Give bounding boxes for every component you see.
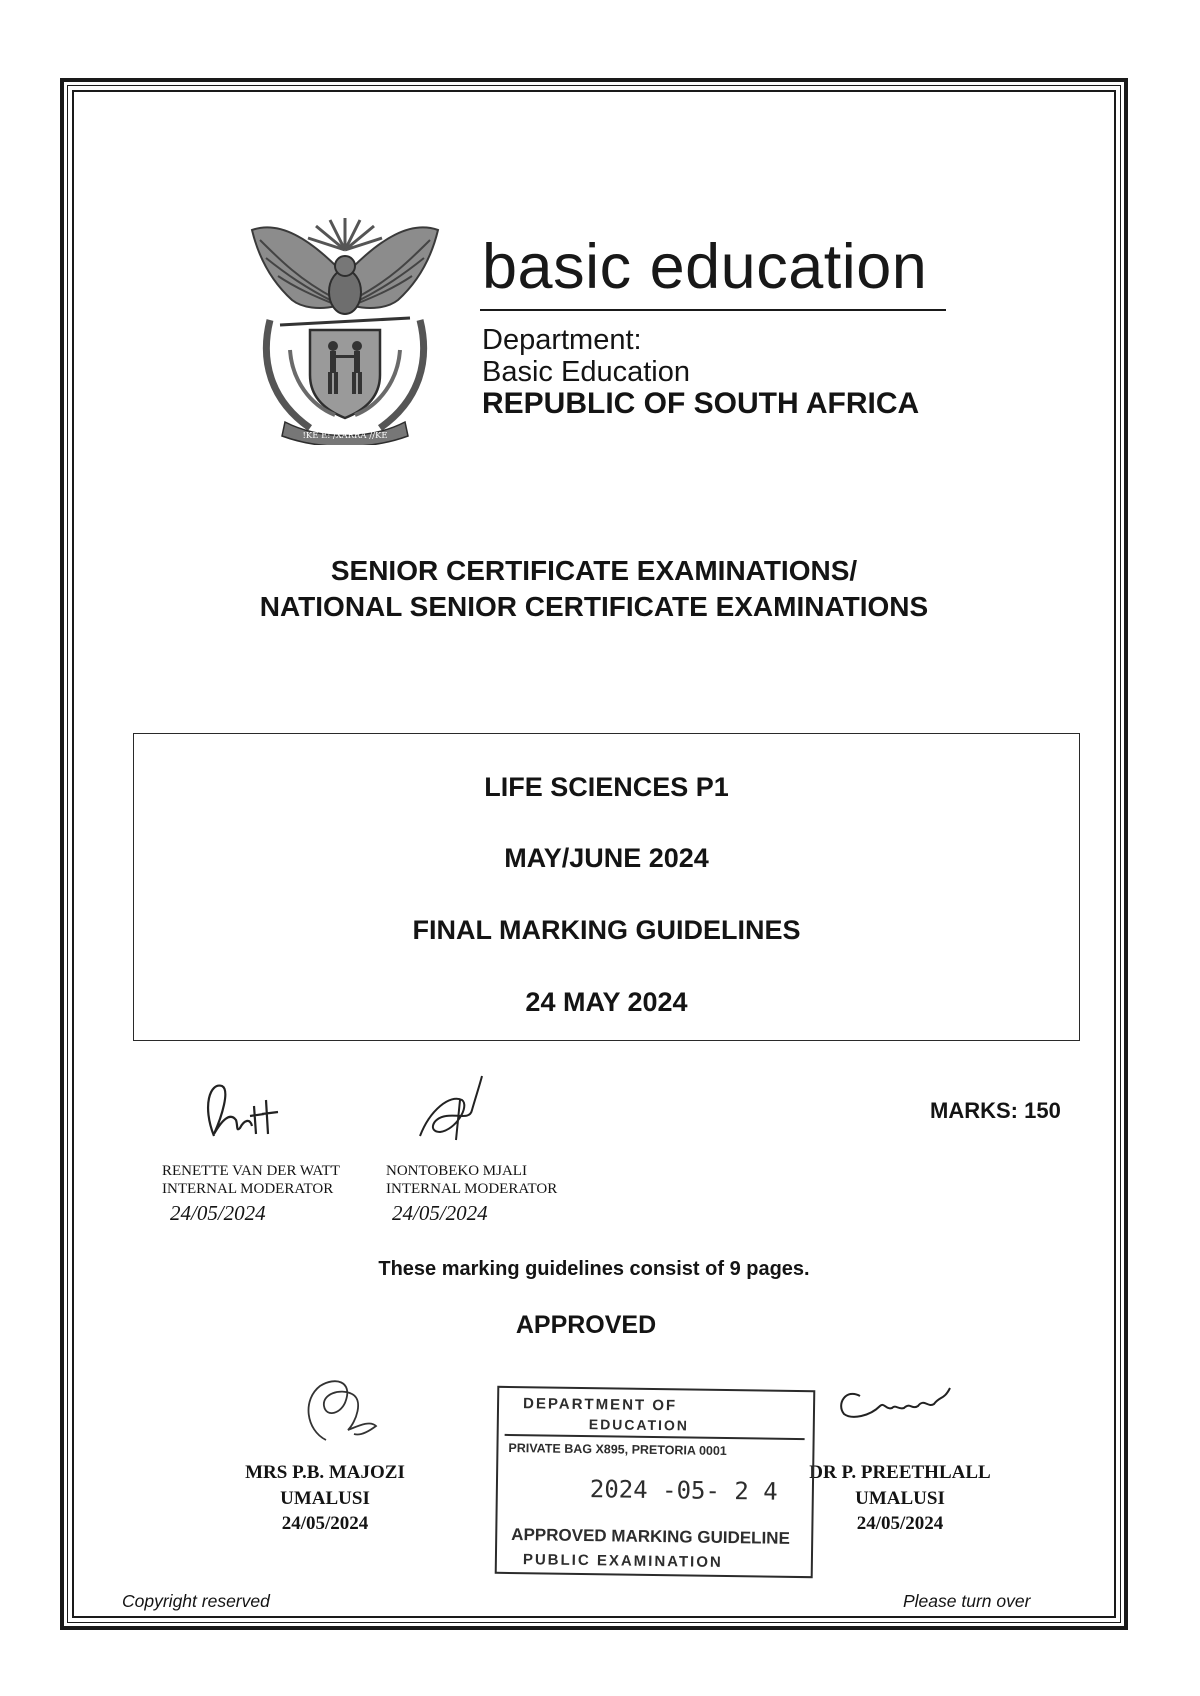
approver-2-block (790, 1460, 1010, 1537)
brand-underline (480, 309, 946, 311)
stamp-date: 2024 -05- 2 4 (589, 1475, 778, 1506)
moderator-1-signature (192, 1076, 292, 1142)
approver-1-signature (296, 1370, 386, 1450)
approver-1-block (230, 1460, 420, 1537)
approver-1-org: UMALUSI (280, 1487, 370, 1509)
approver-1-date: 24/05/2024 (281, 1513, 369, 1535)
total-marks: MARKS: 150 (930, 1098, 1061, 1123)
footer-turn-over: Please turn over (903, 1591, 1031, 1611)
page-count-note: These marking guidelines consist of 9 pages. (378, 1258, 810, 1280)
stamp-education: EDUCATION (588, 1416, 690, 1434)
moderator-2-role: INTERNAL MODERATOR (386, 1181, 558, 1197)
country-name: REPUBLIC OF SOUTH AFRICA (482, 387, 920, 420)
approver-2-date: 24/05/2024 (856, 1513, 944, 1535)
subject-title: LIFE SCIENCES P1 (484, 772, 729, 802)
brand-title: basic education (482, 232, 928, 302)
stamp-address: PRIVATE BAG X895, PRETORIA 0001 (508, 1440, 727, 1458)
approver-2-signature (830, 1378, 960, 1426)
exam-session: MAY/JUNE 2024 (504, 843, 709, 873)
approval-stamp (495, 1386, 816, 1578)
department-name: Basic Education (482, 356, 690, 388)
stamp-exam-text: PUBLIC EXAMINATION (522, 1551, 723, 1571)
stamp-divider (505, 1434, 805, 1440)
moderator-1-name: RENETTE VAN DER WATT (162, 1163, 340, 1179)
document-type: FINAL MARKING GUIDELINES (412, 915, 801, 945)
moderator-2-signature (410, 1070, 500, 1146)
document-date: 24 MAY 2024 (525, 987, 688, 1017)
coat-of-arms-logo (240, 200, 450, 445)
footer-copyright: Copyright reserved (122, 1591, 270, 1611)
stamp-approved-text: APPROVED MARKING GUIDELINE (511, 1524, 790, 1548)
moderator-2-date: 24/05/2024 (392, 1201, 488, 1225)
exam-heading-line-2: NATIONAL SENIOR CERTIFICATE EXAMINATIONS (259, 591, 929, 622)
stamp-department: DEPARTMENT OF (522, 1395, 678, 1415)
moderator-2-name: NONTOBEKO MJALI (386, 1163, 527, 1179)
approver-1-name: MRS P.B. MAJOZI (245, 1462, 405, 1483)
svg-text:!KE E: /XARRA //KE: !KE E: /XARRA //KE (302, 431, 388, 441)
exam-info-box (133, 733, 1080, 1041)
approver-2-name: DR P. PREETHLALL (809, 1462, 991, 1483)
approved-label: APPROVED (515, 1311, 657, 1339)
moderator-1-role: INTERNAL MODERATOR (162, 1181, 334, 1197)
exam-heading-line-1: SENIOR CERTIFICATE EXAMINATIONS/ (330, 555, 858, 586)
moderator-1-date: 24/05/2024 (170, 1201, 266, 1225)
approver-2-org: UMALUSI (855, 1487, 945, 1509)
department-label: Department: (482, 324, 642, 356)
